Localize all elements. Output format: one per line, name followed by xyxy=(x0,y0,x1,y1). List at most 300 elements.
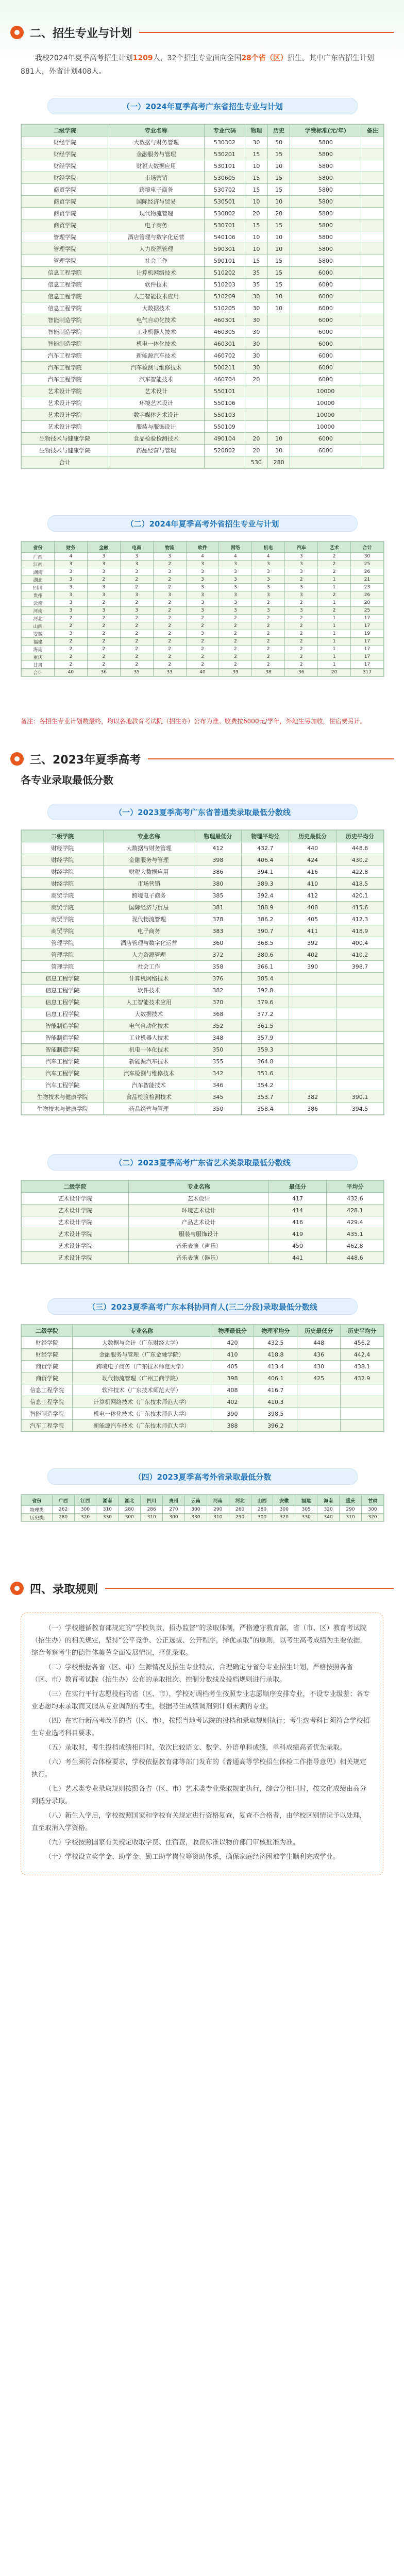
table-cell xyxy=(289,1008,336,1020)
table-cell: 智能制造学院 xyxy=(22,1408,73,1420)
table-cell: 财经学院 xyxy=(22,1349,73,1361)
table-cell: 汽车工程学院 xyxy=(22,374,108,385)
table-cell: 530201 xyxy=(204,148,245,160)
table-cell: 3 xyxy=(285,607,318,615)
table-cell: 艺术设计学院 xyxy=(22,385,108,397)
table-header-cell: 汽车 xyxy=(285,542,318,553)
table-cell: 3 xyxy=(186,584,219,591)
table-cell: 数字媒体艺术设计 xyxy=(108,409,204,421)
table-cell: 信息工程学院 xyxy=(22,985,104,996)
table-row xyxy=(22,854,384,866)
table-cell xyxy=(361,362,384,374)
table-cell: 417 xyxy=(269,1193,326,1205)
table-cell: 368 xyxy=(194,1008,242,1020)
table-row xyxy=(22,1408,384,1420)
table-cell: 429.4 xyxy=(326,1216,383,1228)
table-cell: 550103 xyxy=(204,409,245,421)
table-cell: 药品经营与管理 xyxy=(108,445,204,456)
table-cell: 17 xyxy=(351,615,384,622)
table-cell: 310 xyxy=(340,1514,362,1521)
table-cell: 2 xyxy=(219,615,252,622)
table-cell: 410 xyxy=(289,878,336,890)
table-cell: 448.6 xyxy=(326,1252,383,1264)
table-cell: 4 xyxy=(219,553,252,561)
table-cell xyxy=(361,445,384,456)
table-cell: 新能源汽车技术 xyxy=(108,350,204,362)
table-row xyxy=(22,584,384,591)
table-cell: 2 xyxy=(120,615,153,622)
table-header-cell: 物理平均分 xyxy=(254,1325,297,1337)
table-header-cell: 物理 xyxy=(245,125,268,137)
table-cell: 环境艺术设计 xyxy=(128,1205,268,1216)
table-cell: 重庆 xyxy=(22,653,55,661)
table-row xyxy=(22,148,384,160)
table-cell xyxy=(289,1020,336,1032)
table-cell: 生物技术与健康学院 xyxy=(22,433,108,445)
table-cell: 10 xyxy=(267,160,290,172)
table-cell: 15 xyxy=(267,172,290,184)
table-cell: 2 xyxy=(87,646,120,653)
table-cell: 15 xyxy=(245,148,268,160)
table-cell: 2 xyxy=(153,630,186,638)
table-row xyxy=(22,1020,384,1032)
table-cell: 海南 xyxy=(22,646,55,653)
table-cell: 430 xyxy=(297,1361,341,1372)
table-header-cell: 江西 xyxy=(74,1495,96,1506)
table-cell: 260 xyxy=(229,1506,251,1514)
table-cell xyxy=(108,456,204,468)
table-header-cell: 贵州 xyxy=(163,1495,185,1506)
table-cell: 2 xyxy=(219,630,252,638)
table-cell: 3 xyxy=(186,576,219,584)
table-cell: 1 xyxy=(318,638,351,646)
table-cell: 福建 xyxy=(22,638,55,646)
table-header-cell: 省份 xyxy=(22,1495,53,1506)
table-cell: 3 xyxy=(219,607,252,615)
table-cell: 25 xyxy=(351,607,384,615)
table-cell xyxy=(336,1032,384,1044)
table-cell: 402 xyxy=(211,1396,254,1408)
table-cell: 财经学院 xyxy=(22,160,108,172)
table-cell: 艺术设计 xyxy=(108,385,204,397)
rule-item: （八）新生入学后，学校按照国家和学校有关规定进行资格复查，复查不合格者，由学校区别情况予以处理，直至取消入学资格。 xyxy=(31,1812,367,1832)
table-cell: 3 xyxy=(186,591,219,599)
table-cell: 安徽 xyxy=(22,630,55,638)
table-header-cell: 软件 xyxy=(186,542,219,553)
table-cell: 2 xyxy=(285,661,318,669)
table-cell: 艺术设计学院 xyxy=(22,421,108,433)
table-cell: 3 xyxy=(54,568,87,576)
table-cell xyxy=(289,996,336,1008)
table-cell: 420 xyxy=(211,1337,254,1349)
table-cell: 38 xyxy=(252,669,285,676)
table-cell: 音乐表演（声乐） xyxy=(128,1240,268,1252)
table-cell: 10 xyxy=(267,243,290,255)
table-cell: 3 xyxy=(87,607,120,615)
table-cell: 383 xyxy=(194,925,242,937)
table-header-cell: 历史最低分 xyxy=(297,1325,341,1337)
table-cell: 320 xyxy=(74,1514,96,1521)
table-cell: 电气自动化技术 xyxy=(108,314,204,326)
table-cell: 590101 xyxy=(204,255,245,267)
table-row xyxy=(22,385,384,397)
table-cell: 管理学院 xyxy=(22,243,108,255)
table-cell: 3 xyxy=(54,599,87,607)
table-row xyxy=(22,1349,384,1361)
table-cell: 379.6 xyxy=(242,996,289,1008)
table-cell: 艺术设计学院 xyxy=(22,1228,129,1240)
table-row xyxy=(22,421,384,433)
table-cell: 2 xyxy=(153,638,186,646)
table-cell: 酒店管理与数字化运营 xyxy=(104,937,194,949)
table-row xyxy=(22,1216,384,1228)
table-cell: 5800 xyxy=(290,160,361,172)
section-bullet-icon xyxy=(10,752,24,766)
table-row xyxy=(22,1396,384,1408)
table-cell: 402 xyxy=(289,949,336,961)
table-cell: 6000 xyxy=(290,314,361,326)
table-cell: 社会工作 xyxy=(108,255,204,267)
table-cell: 财经学院 xyxy=(22,878,104,890)
table-cell: 2 xyxy=(318,591,351,599)
table-row xyxy=(22,243,384,255)
table-gd-general xyxy=(21,829,384,1115)
table-cell: 380.6 xyxy=(242,949,289,961)
table-cell xyxy=(361,196,384,208)
table-cell: 2 xyxy=(153,599,186,607)
table-cell: 工业机器人技术 xyxy=(104,1032,194,1044)
table-cell: 6000 xyxy=(290,267,361,279)
table-row xyxy=(22,362,384,374)
table-cell: 2 xyxy=(153,561,186,568)
table-header-cell: 湖北 xyxy=(119,1495,141,1506)
table-cell: 跨境电子商务（广东技术师范大学） xyxy=(73,1361,211,1372)
table-cell: 2 xyxy=(318,561,351,568)
table-cell xyxy=(361,184,384,196)
table-cell: 5800 xyxy=(290,243,361,255)
table-cell: 汽车工程学院 xyxy=(22,350,108,362)
table-cell: 汽车检测与维修技术 xyxy=(104,1067,194,1079)
table-cell: 442.4 xyxy=(341,1349,384,1361)
table-cell xyxy=(361,137,384,148)
table-cell: 390 xyxy=(211,1408,254,1420)
table-cell: 357.9 xyxy=(242,1032,289,1044)
banner-gd-art: （二）2023夏季高考广东省艺术类录取最低分数线 xyxy=(47,1154,358,1171)
table-cell: 湖南 xyxy=(22,568,55,576)
table-cell: 15 xyxy=(245,219,268,231)
table-cell: 2 xyxy=(87,638,120,646)
table-cell: 2 xyxy=(252,638,285,646)
table-cell: 26 xyxy=(351,568,384,576)
table-cell xyxy=(267,385,290,397)
banner-gd-plan: （一）2024年夏季高考广东省招生专业与计划 xyxy=(47,98,358,114)
table-header-cell: 四川 xyxy=(141,1495,163,1506)
table-cell: 408 xyxy=(211,1384,254,1396)
table-cell: 270 xyxy=(163,1506,185,1514)
table-cell: 428.1 xyxy=(326,1205,383,1216)
table-cell: 工业机器人技术 xyxy=(108,326,204,338)
table-cell: 大数据与财务管理 xyxy=(104,842,194,854)
table-cell: 358.4 xyxy=(242,1103,289,1115)
table-gd-plan xyxy=(21,124,384,469)
table-cell: 信息工程学院 xyxy=(22,996,104,1008)
table-out-plan xyxy=(21,541,384,677)
table-cell: 大数据与会计（广东财经大学） xyxy=(73,1337,211,1349)
table-cell: 2 xyxy=(153,653,186,661)
table-cell: 电气自动化技术 xyxy=(104,1020,194,1032)
table-cell: 330 xyxy=(96,1514,119,1521)
table-cell: 345 xyxy=(194,1091,242,1103)
table-header-cell: 专业名称 xyxy=(108,125,204,137)
table-cell: 汽车工程学院 xyxy=(22,1420,73,1432)
table-cell: 河南 xyxy=(22,607,55,615)
table-cell: 398.5 xyxy=(254,1408,297,1420)
table-cell: 300 xyxy=(361,1506,383,1514)
table-cell xyxy=(341,1420,384,1432)
table-header-cell: 二级学院 xyxy=(22,831,104,842)
table-cell: 460305 xyxy=(204,326,245,338)
table-cell: 15 xyxy=(267,279,290,291)
table-cell: 15 xyxy=(267,184,290,196)
table-cell: 3 xyxy=(54,591,87,599)
table-cell: 2 xyxy=(318,568,351,576)
table-cell: 广西 xyxy=(22,553,55,561)
table-row xyxy=(22,279,384,291)
table-cell: 2 xyxy=(285,630,318,638)
table-cell: 4 xyxy=(252,553,285,561)
table-cell: 3 xyxy=(186,561,219,568)
table-cell xyxy=(245,397,268,409)
table-cell: 2 xyxy=(54,622,87,630)
table-cell: 377.2 xyxy=(242,1008,289,1020)
table-cell: 大数据技术 xyxy=(108,302,204,314)
table-row xyxy=(22,172,384,184)
table-cell: 人工智能技术应用 xyxy=(104,996,194,1008)
section-3-header xyxy=(10,747,394,771)
table-cell: 419 xyxy=(269,1228,326,1240)
table-cell: 2 xyxy=(120,576,153,584)
table-cell: 3 xyxy=(186,630,219,638)
table-cell: 汽车工程学院 xyxy=(22,362,108,374)
table-cell: 3 xyxy=(87,553,120,561)
table-row xyxy=(22,1091,384,1103)
table-cell: 2 xyxy=(219,661,252,669)
table-cell: 346 xyxy=(194,1079,242,1091)
table-cell: 电子商务 xyxy=(108,219,204,231)
table-cell: 3 xyxy=(120,607,153,615)
table-cell: 20 xyxy=(351,599,384,607)
table-header-cell: 合计 xyxy=(351,542,384,553)
table-cell xyxy=(267,397,290,409)
table-cell: 405 xyxy=(211,1361,254,1372)
table-cell: 2 xyxy=(120,653,153,661)
table-cell: 35 xyxy=(120,669,153,676)
table-cell: 392.8 xyxy=(242,985,289,996)
table-cell: 590301 xyxy=(204,243,245,255)
table-cell: 405 xyxy=(289,913,336,925)
table-cell: 6000 xyxy=(290,338,361,350)
table-cell: 2 xyxy=(252,661,285,669)
table-cell: 信息工程学院 xyxy=(22,1008,104,1020)
table-cell: 30 xyxy=(245,338,268,350)
table-cell: 1 xyxy=(318,622,351,630)
table-row xyxy=(22,599,384,607)
table-cell xyxy=(267,421,290,433)
table-cell: 10 xyxy=(245,243,268,255)
table-row xyxy=(22,902,384,913)
table-row xyxy=(22,925,384,937)
table-cell: 412 xyxy=(194,842,242,854)
table-cell xyxy=(361,374,384,385)
table-row xyxy=(22,1361,384,1372)
table-cell: 20 xyxy=(318,669,351,676)
table-cell: 5800 xyxy=(290,219,361,231)
table-cell: 汽车智能技术 xyxy=(104,1079,194,1091)
table-cell: 软件技术 xyxy=(108,279,204,291)
table-cell: 3 xyxy=(54,561,87,568)
rule-item: （六）考生须符合体检要求，学校依据教育部等部门发布的《普通高等学校招生体检工作指导意见》相关规定执行。 xyxy=(31,1758,367,1778)
table-cell: 商贸学院 xyxy=(22,196,108,208)
table-cell: 17 xyxy=(351,638,384,646)
table-cell: 10 xyxy=(267,196,290,208)
table-cell: 20 xyxy=(267,208,290,219)
table-header-cell: 物理最低分 xyxy=(194,831,242,842)
table-cell: 17 xyxy=(351,646,384,653)
table-cell: 2 xyxy=(54,653,87,661)
intro-text: 我校2024年夏季高考招生计划 xyxy=(35,54,133,62)
table-cell: 智能制造学院 xyxy=(22,338,108,350)
table-cell: 3 xyxy=(54,576,87,584)
table-cell xyxy=(341,1408,384,1420)
table-cell: 管理学院 xyxy=(22,255,108,267)
table-row xyxy=(22,1420,384,1432)
table-cell xyxy=(361,279,384,291)
table-cell: 2 xyxy=(54,638,87,646)
table-cell: 4 xyxy=(186,553,219,561)
table-cell: 2 xyxy=(120,638,153,646)
table-cell xyxy=(361,231,384,243)
table-cell: 2 xyxy=(87,576,120,584)
table-cell: 361.5 xyxy=(242,1020,289,1032)
table-header-cell: 金融 xyxy=(87,542,120,553)
table-cell: 540106 xyxy=(204,231,245,243)
table-cell: 3 xyxy=(54,607,87,615)
table-cell: 6000 xyxy=(290,279,361,291)
table-cell: 3 xyxy=(285,591,318,599)
section-2-header xyxy=(10,21,394,44)
table-cell: 388 xyxy=(211,1420,254,1432)
table-cell: 汽车检测与维修技术 xyxy=(108,362,204,374)
table-header-cell: 二级学院 xyxy=(22,1325,73,1337)
table-cell: 30 xyxy=(245,291,268,302)
rule-item: （三）在实行平行志愿投档的省（区、市），学校对调档考生按照专业志愿顺序安排专业，不设专业级差；各专业志愿均未录取而又服从专业调剂的考生，根据考生成绩调剂到计划未满的专业。 xyxy=(31,1690,370,1710)
table-cell: 社会工作 xyxy=(104,961,194,973)
table-out-score xyxy=(21,1494,384,1522)
table-cell xyxy=(267,326,290,338)
table-cell: 人力资源管理 xyxy=(108,243,204,255)
table-cell: 1 xyxy=(318,646,351,653)
table-cell xyxy=(336,1079,384,1091)
table-cell: 389.3 xyxy=(242,878,289,890)
section-divider xyxy=(148,758,394,759)
table-cell xyxy=(289,1079,336,1091)
table-cell: 360 xyxy=(194,937,242,949)
section-divider xyxy=(105,1588,394,1589)
table-cell: 5800 xyxy=(290,231,361,243)
table-cell: 320 xyxy=(361,1514,383,1521)
table-row xyxy=(22,638,384,646)
table-cell: 290 xyxy=(207,1506,229,1514)
table-header-cell: 专业代码 xyxy=(204,125,245,137)
table-cell: 394.1 xyxy=(242,866,289,878)
table-header-cell: 专业名称 xyxy=(128,1181,268,1193)
table-cell xyxy=(341,1396,384,1408)
table-cell xyxy=(336,1020,384,1032)
table-cell: 商贸学院 xyxy=(22,913,104,925)
rule-item: （一）学校遵循教育部规定的“学校负责，招办监督”的录取体制，严格遵守教育部、省（市、区）教育考试院（招生办）的相关规定，坚持“公平竞争、公正选拔、公开程序，择优录取”的原则，以考生高考成绩为主要依据，综合考察考生的德智体美劳全面发展情况，择优录取。 xyxy=(31,1624,367,1657)
table-cell: 3 xyxy=(219,599,252,607)
table-cell xyxy=(289,985,336,996)
table-cell: 290 xyxy=(229,1514,251,1521)
table-cell: 353.7 xyxy=(242,1091,289,1103)
table-cell: 物理类 xyxy=(22,1506,53,1514)
table-cell: 385 xyxy=(194,890,242,902)
table-cell: 跨境电子商务 xyxy=(108,184,204,196)
table-cell: 艺术设计学院 xyxy=(22,1193,129,1205)
table-cell: 四川 xyxy=(22,584,55,591)
table-cell: 3 xyxy=(54,630,87,638)
table-cell: 历史类 xyxy=(22,1514,53,1521)
table-cell: 35 xyxy=(245,267,268,279)
table-cell: 2 xyxy=(285,599,318,607)
section-2-title: 二、招生专业与计划 xyxy=(30,27,132,40)
table-cell: 300 xyxy=(74,1506,96,1514)
table-cell: 359.3 xyxy=(242,1044,289,1056)
table-row xyxy=(22,397,384,409)
table-cell xyxy=(361,302,384,314)
table-cell: 2 xyxy=(219,622,252,630)
table-cell: 3 xyxy=(252,576,285,584)
table-cell: 30 xyxy=(245,326,268,338)
table-cell: 3 xyxy=(153,591,186,599)
table-cell: 280 xyxy=(251,1506,273,1514)
table-cell: 390 xyxy=(289,961,336,973)
table-cell: 2 xyxy=(87,661,120,669)
table-cell xyxy=(289,1067,336,1079)
table-cell: 310 xyxy=(141,1514,163,1521)
table-cell: 甘肃 xyxy=(22,661,55,669)
table-cell: 530702 xyxy=(204,184,245,196)
table-cell: 艺术设计学院 xyxy=(22,1252,129,1264)
table-header-cell: 安徽 xyxy=(273,1495,295,1506)
table-row xyxy=(22,890,384,902)
table-cell: 414 xyxy=(269,1205,326,1216)
table-cell xyxy=(361,208,384,219)
table-row xyxy=(22,160,384,172)
table-cell xyxy=(297,1396,341,1408)
table-cell xyxy=(336,985,384,996)
table-cell: 财税大数据应用 xyxy=(104,866,194,878)
table-cell xyxy=(245,421,268,433)
table-cell: 管理学院 xyxy=(22,949,104,961)
table-header-cell: 广西 xyxy=(52,1495,74,1506)
table-cell xyxy=(267,338,290,350)
table-cell: 生物技术与健康学院 xyxy=(22,445,108,456)
table-row xyxy=(22,996,384,1008)
table-cell: 艺术设计学院 xyxy=(22,1205,129,1216)
table-cell: 食品检验检测技术 xyxy=(104,1091,194,1103)
table-cell: 2 xyxy=(285,653,318,661)
